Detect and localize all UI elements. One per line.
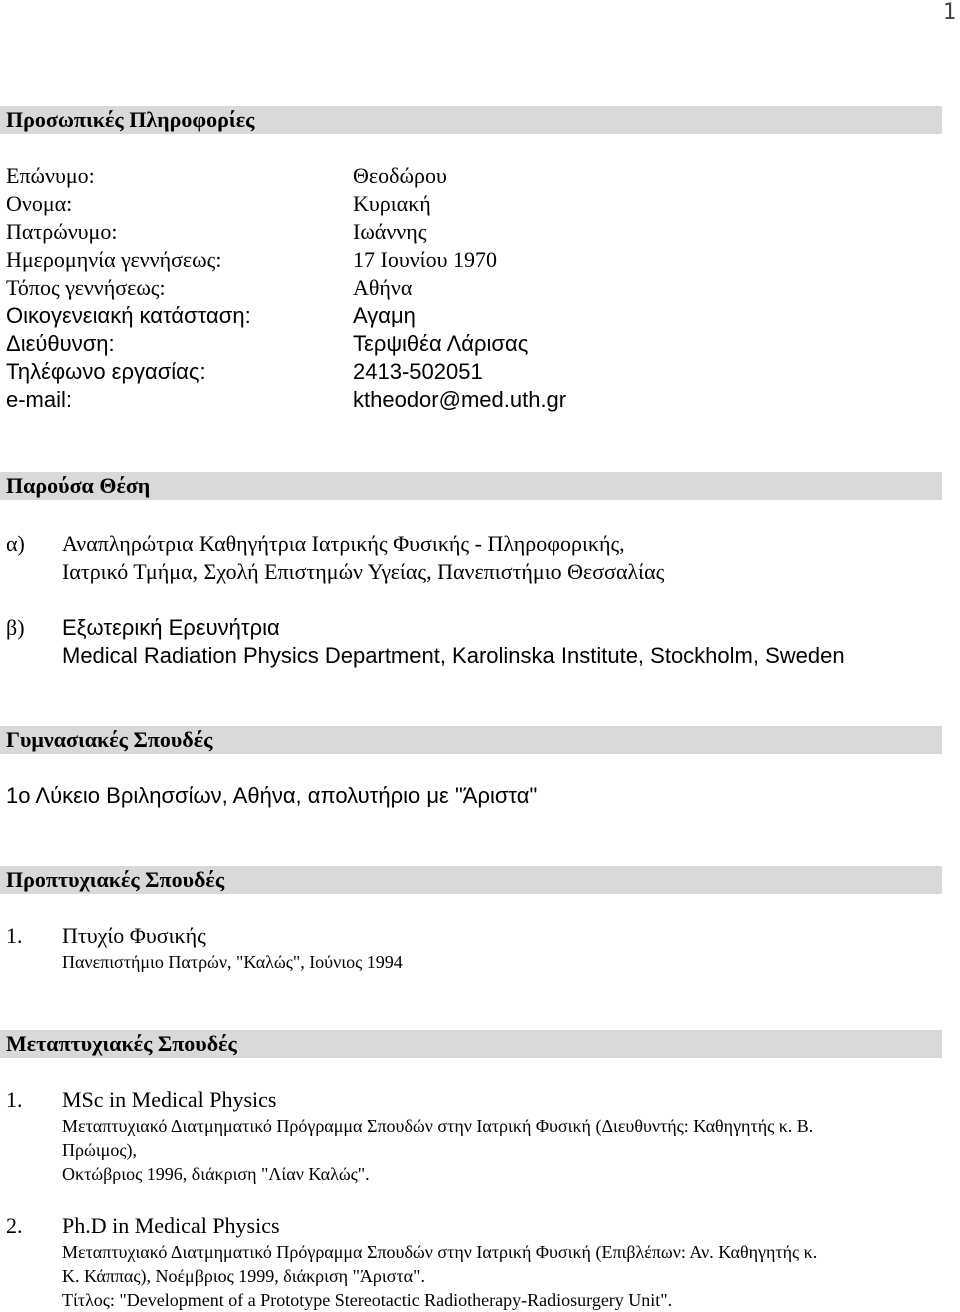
value-first-name: Κυριακή bbox=[353, 191, 431, 216]
section-heading-highschool: Γυμνασιακές Σπουδές bbox=[6, 727, 213, 752]
value-email[interactable]: ktheodor@med.uth.gr bbox=[353, 387, 567, 412]
postgrad-item-2-number: 2. bbox=[6, 1213, 23, 1238]
value-father-name: Ιωάννης bbox=[353, 219, 427, 244]
section-bar-position bbox=[0, 472, 942, 500]
section-heading-undergrad: Προπτυχιακές Σπουδές bbox=[6, 867, 225, 892]
postgrad-item-1-line-3: Οκτώβριος 1996, διάκριση "Λίαν Καλώς". bbox=[62, 1164, 370, 1184]
page-number: 1 bbox=[942, 0, 956, 25]
undergrad-item-1-title: Πτυχίο Φυσικής bbox=[62, 923, 206, 948]
undergrad-item-1-number: 1. bbox=[6, 923, 23, 948]
value-marital-status: Αγαμη bbox=[353, 303, 416, 328]
section-bar-postgrad bbox=[0, 1030, 942, 1058]
value-work-phone: 2413-502051 bbox=[353, 359, 483, 384]
section-bar-highschool bbox=[0, 726, 942, 754]
section-heading-personal: Προσωπικές Πληροφορίες bbox=[6, 107, 255, 132]
position-b-line-2: Medical Radiation Physics Department, Karolinska Institute, Stockholm, Sweden bbox=[62, 643, 845, 668]
position-b-line-1: Εξωτερική Ερευνήτρια bbox=[62, 615, 280, 640]
label-address: Διεύθυνση: bbox=[6, 331, 115, 356]
postgrad-item-1-line-1: Μεταπτυχιακό Διατμηματικό Πρόγραμμα Σπουδών στην Ιατρική Φυσική (Διευθυντής: Καθηγητής κ. Β. bbox=[62, 1116, 814, 1136]
postgrad-item-2-line-1: Μεταπτυχιακό Διατμηματικό Πρόγραμμα Σπουδών στην Ιατρική Φυσική (Επιβλέπων: Αν. Καθηγητής κ. bbox=[62, 1242, 818, 1262]
label-surname: Επώνυμο: bbox=[6, 163, 95, 188]
label-birth-place: Τόπος γεννήσεως: bbox=[6, 275, 166, 300]
postgrad-item-1-title: MSc in Medical Physics bbox=[62, 1087, 277, 1112]
value-address: Τερψιθέα Λάρισας bbox=[353, 331, 529, 356]
undergrad-item-1-line-1: Πανεπιστήμιο Πατρών, "Καλώς", Ιούνιος 1994 bbox=[62, 952, 403, 972]
postgrad-item-2-line-2: Κ. Κάππας), Νοέμβριος 1999, διάκριση "Άριστα". bbox=[62, 1266, 425, 1286]
highschool-text: 1ο Λύκειο Βριλησσίων, Αθήνα, απολυτήριο με "Άριστα" bbox=[6, 783, 538, 808]
label-marital-status: Οικογενειακή κατάσταση: bbox=[6, 303, 251, 328]
label-first-name: Ονομα: bbox=[6, 191, 73, 216]
position-a-line-1: Αναπληρώτρια Καθηγήτρια Ιατρικής Φυσικής - Πληροφορικής, bbox=[62, 531, 625, 556]
label-birth-date: Ημερομηνία γεννήσεως: bbox=[6, 247, 222, 272]
section-bar-undergrad bbox=[0, 866, 942, 894]
value-surname: Θεοδώρου bbox=[353, 163, 447, 188]
position-marker-a: α) bbox=[6, 531, 25, 556]
label-email: e-mail: bbox=[6, 387, 73, 412]
value-birth-date: 17 Ιουνίου 1970 bbox=[353, 247, 497, 272]
section-heading-position: Παρούσα Θέση bbox=[6, 473, 151, 498]
section-bar-personal bbox=[0, 106, 942, 134]
position-marker-b: β) bbox=[6, 615, 25, 640]
label-father-name: Πατρώνυμο: bbox=[6, 219, 118, 244]
section-heading-postgrad: Μεταπτυχιακές Σπουδές bbox=[6, 1031, 237, 1056]
value-birth-place: Αθήνα bbox=[353, 275, 413, 300]
postgrad-item-1-number: 1. bbox=[6, 1087, 23, 1112]
postgrad-item-1-line-2: Πρώιμος), bbox=[62, 1140, 137, 1160]
label-work-phone: Τηλέφωνο εργασίας: bbox=[6, 359, 206, 384]
postgrad-item-2-title: Ph.D in Medical Physics bbox=[62, 1213, 280, 1238]
position-a-line-2: Ιατρικό Τμήμα, Σχολή Επιστημών Υγείας, Πανεπιστήμιο Θεσσαλίας bbox=[62, 559, 665, 584]
postgrad-item-2-line-3: Τίτλος: "Development of a Prototype Stereotactic Radiotherapy-Radiosurgery Unit". bbox=[62, 1290, 673, 1310]
